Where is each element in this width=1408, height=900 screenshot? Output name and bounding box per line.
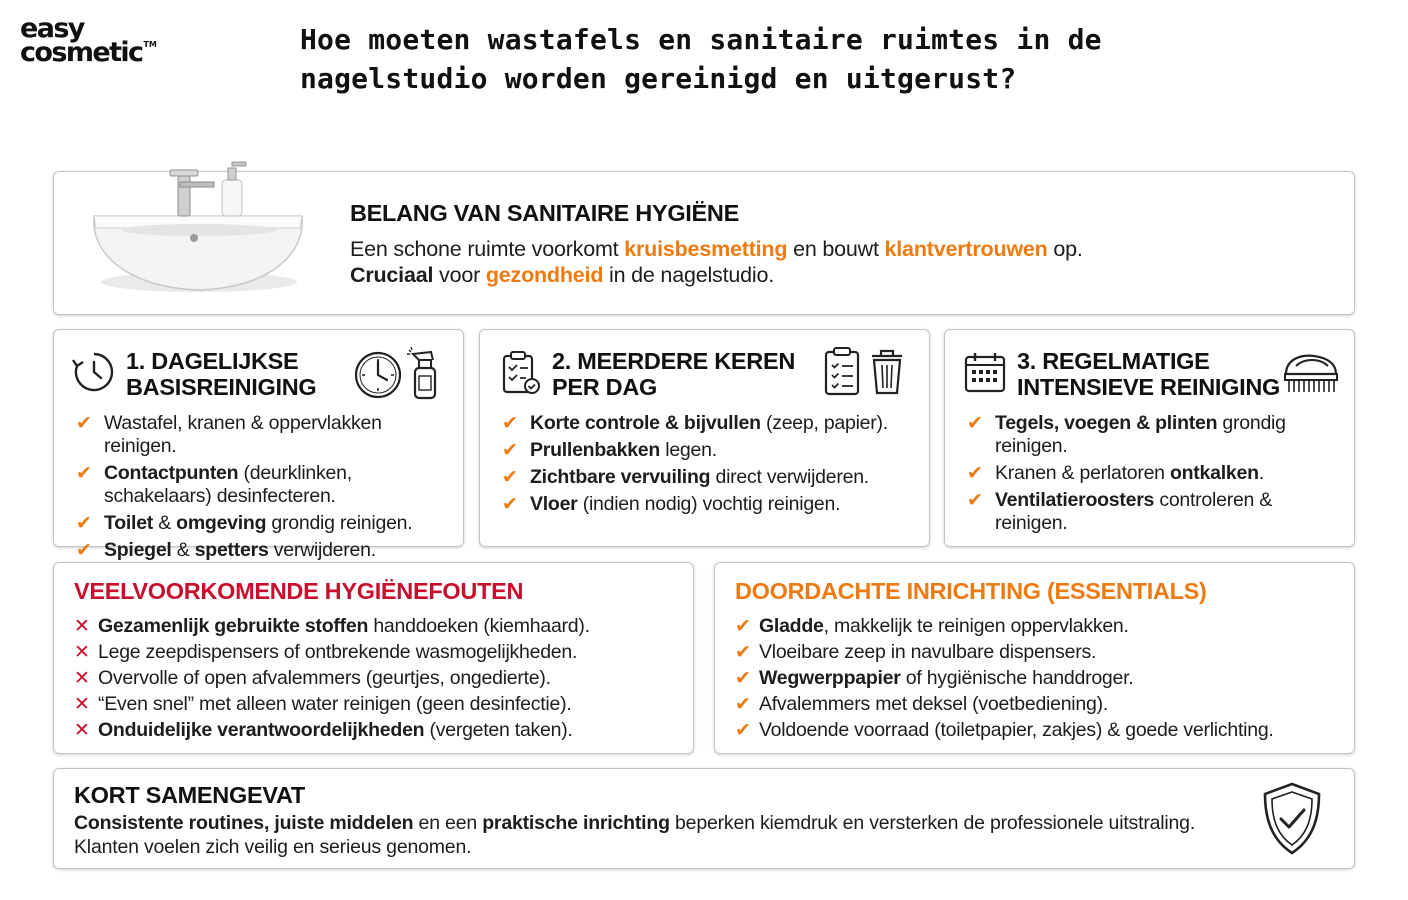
- list-item: [502, 439, 923, 462]
- text-segment: in de nagelstudio.: [603, 263, 774, 287]
- essentials-heading: DOORDACHTE INRICHTING (ESSENTIALS): [735, 578, 1207, 604]
- bold-text: Zichtbare vervuiling: [530, 466, 711, 488]
- list-item: [735, 693, 1346, 716]
- intensive-cleaning-list: [967, 412, 1348, 539]
- shield-check-icon: [1260, 781, 1324, 857]
- essentials-card: [714, 562, 1355, 754]
- multiple-times-list: [502, 412, 923, 520]
- text-segment: en bouwt: [787, 237, 885, 261]
- intro-card: [53, 171, 1355, 315]
- text-segment: (vergeten taken).: [424, 719, 573, 741]
- checkmark-icon: ✔: [502, 413, 518, 434]
- bold-text: Korte controle & bijvullen: [530, 412, 761, 434]
- text-segment: verwijderen.: [268, 539, 376, 561]
- list-item: [502, 466, 923, 489]
- summary-card: [53, 768, 1355, 869]
- summary-text: [74, 811, 1224, 859]
- text-segment: , makkelijk te reinigen oppervlakken.: [823, 615, 1129, 637]
- text-segment: Voldoende voorraad (toiletpapier, zakjes) & goede verlichting.: [759, 719, 1274, 741]
- daily-cleaning-heading: 1. DAGELIJKSE BASISREINIGING: [126, 348, 317, 400]
- intensive-cleaning-card: [944, 329, 1355, 547]
- calendar-icon: [963, 350, 1007, 394]
- list-item: [502, 493, 923, 516]
- bold-text: Prullenbakken: [530, 439, 661, 461]
- trash-bin-icon: [867, 346, 907, 396]
- text-segment: Afvalemmers met deksel (voetbediening).: [759, 693, 1108, 715]
- text-segment: controleren & reinigen.: [995, 489, 1273, 534]
- bold-text: spetters: [194, 539, 269, 561]
- checklist-icon: [498, 350, 542, 396]
- highlight-text: gezondheid: [485, 263, 604, 287]
- checkmark-icon: ✔: [735, 642, 751, 663]
- list-item: [74, 667, 685, 690]
- hygiene-errors-card: [53, 562, 694, 754]
- list-item: [76, 462, 457, 508]
- intro-line-1: [350, 236, 1083, 262]
- text-segment: op.: [1047, 237, 1083, 261]
- checkmark-icon: ✔: [735, 616, 751, 637]
- text-segment: (indien nodig) vochtig reinigen.: [577, 493, 841, 515]
- text-segment: Overvolle of open afvalemmers (geurtjes, ongedierte).: [98, 667, 551, 689]
- logo-line-2: cosmetic™: [20, 37, 157, 69]
- checkmark-icon: ✔: [76, 463, 92, 484]
- bold-text: Wegwerppapier: [759, 667, 901, 689]
- clipboard-icon: [823, 346, 863, 396]
- intro-text: [350, 236, 1083, 288]
- bold-text: Cruciaal: [350, 263, 434, 287]
- daily-cleaning-card: [53, 329, 464, 561]
- list-item: [76, 412, 457, 458]
- logo-trademark: TM: [143, 40, 157, 50]
- list-item: [74, 693, 685, 716]
- text-segment: direct verwijderen.: [710, 466, 869, 488]
- cross-icon: ✕: [74, 642, 90, 663]
- text-segment: grondig reinigen.: [266, 512, 413, 534]
- checkmark-icon: ✔: [76, 513, 92, 534]
- checkmark-icon: ✔: [735, 694, 751, 715]
- list-item: [735, 719, 1346, 742]
- multiple-times-icons: [823, 346, 907, 401]
- cross-icon: ✕: [74, 720, 90, 741]
- text-segment: .: [1258, 462, 1264, 484]
- checkmark-icon: ✔: [502, 467, 518, 488]
- intensive-cleaning-icons: [1282, 348, 1340, 401]
- list-item: [74, 615, 685, 638]
- bold-text: Gezamenlijk gebruikte stoffen: [98, 615, 369, 637]
- bold-text: Onduidelijke verantwoordelijkheden: [98, 719, 425, 741]
- scrub-brush-icon: [1282, 348, 1340, 396]
- bold-text: Tegels, voegen & plinten: [995, 412, 1218, 434]
- list-item: [74, 641, 685, 664]
- text-segment: en een: [413, 812, 483, 834]
- text-segment: &: [153, 512, 177, 534]
- text-segment: (deurklinken, schakelaars) desinfecteren.: [104, 462, 352, 507]
- hygiene-errors-list: [74, 615, 685, 745]
- multiple-times-heading: 2. MEERDERE KEREN PER DAG: [552, 348, 796, 400]
- bold-text: Consistente routines, juiste middelen: [74, 812, 414, 834]
- hygiene-errors-heading: VEELVOORKOMENDE HYGIËNEFOUTEN: [74, 578, 524, 604]
- timer-icon: [72, 350, 116, 394]
- text-segment: Wastafel, kranen & oppervlakken reinigen.: [104, 412, 382, 457]
- cross-icon: ✕: [74, 668, 90, 689]
- bold-text: Vloer: [530, 493, 578, 515]
- list-item: [502, 412, 923, 435]
- sink-icon: [84, 158, 314, 308]
- bold-text: Contactpunten: [104, 462, 239, 484]
- text-segment: handdoeken (kiemhaard).: [368, 615, 590, 637]
- bold-text: Spiegel: [104, 539, 172, 561]
- list-item: [76, 539, 457, 562]
- checkmark-icon: ✔: [735, 668, 751, 689]
- checkmark-icon: ✔: [967, 490, 983, 511]
- checkmark-icon: ✔: [76, 413, 92, 434]
- text-segment: legen.: [660, 439, 717, 461]
- list-item: [967, 412, 1348, 458]
- bold-text: Toilet: [104, 512, 154, 534]
- list-item: [735, 667, 1346, 690]
- text-segment: Kranen & perlatoren: [995, 462, 1170, 484]
- daily-icons: [353, 346, 441, 405]
- text-segment: voor: [433, 263, 486, 287]
- checkmark-icon: ✔: [967, 413, 983, 434]
- spray-bottle-icon: [407, 346, 441, 400]
- bold-text: Ventilatieroosters: [995, 489, 1155, 511]
- multiple-times-card: [479, 329, 930, 547]
- brand-logo: [20, 13, 157, 69]
- cross-icon: ✕: [74, 616, 90, 637]
- intensive-cleaning-heading: 3. REGELMATIGE INTENSIEVE REINIGING: [1017, 348, 1280, 400]
- list-item: [967, 489, 1348, 535]
- text-segment: beperken kiemdruk en versterken de professionele uitstraling. Klanten voelen zich veilig en serieus genomen.: [74, 812, 1196, 858]
- text-segment: &: [171, 539, 195, 561]
- checkmark-icon: ✔: [735, 720, 751, 741]
- text-segment: grondig reinigen.: [995, 412, 1286, 457]
- summary-heading: KORT SAMENGEVAT: [74, 782, 305, 808]
- highlight-text: kruisbesmetting: [624, 237, 788, 261]
- bold-text: omgeving: [176, 512, 267, 534]
- list-item: [74, 719, 685, 742]
- clock-icon: [353, 346, 403, 400]
- text-segment: Een schone ruimte voorkomt: [350, 237, 625, 261]
- checkmark-icon: ✔: [502, 440, 518, 461]
- text-segment: Lege zeepdispensers of ontbrekende wasmogelijkheden.: [98, 641, 578, 663]
- bold-text: praktische inrichting: [482, 812, 670, 834]
- checkmark-icon: ✔: [967, 463, 983, 484]
- list-item: [967, 462, 1348, 485]
- bold-text: Gladde: [759, 615, 824, 637]
- list-item: [76, 512, 457, 535]
- highlight-text: klantvertrouwen: [884, 237, 1048, 261]
- checkmark-icon: ✔: [502, 494, 518, 515]
- logo-line-1: easy: [20, 13, 84, 44]
- essentials-list: [735, 615, 1346, 745]
- checkmark-icon: ✔: [76, 540, 92, 561]
- intro-heading: BELANG VAN SANITAIRE HYGIËNE: [350, 200, 739, 226]
- cross-icon: ✕: [74, 694, 90, 715]
- list-item: [735, 615, 1346, 638]
- text-segment: “Even snel” met alleen water reinigen (geen desinfectie).: [98, 693, 572, 715]
- text-segment: Vloeibare zeep in navulbare dispensers.: [759, 641, 1097, 663]
- bold-text: ontkalken: [1169, 462, 1259, 484]
- text-segment: (zeep, papier).: [760, 412, 888, 434]
- text-segment: of hygiënische handdroger.: [900, 667, 1134, 689]
- daily-cleaning-list: [76, 412, 457, 566]
- page-title: Hoe moeten wastafels en sanitaire ruimtes in de nagelstudio worden gereinigd en uitgerust?: [300, 23, 1102, 95]
- intro-line-2: [350, 262, 1083, 288]
- list-item: [735, 641, 1346, 664]
